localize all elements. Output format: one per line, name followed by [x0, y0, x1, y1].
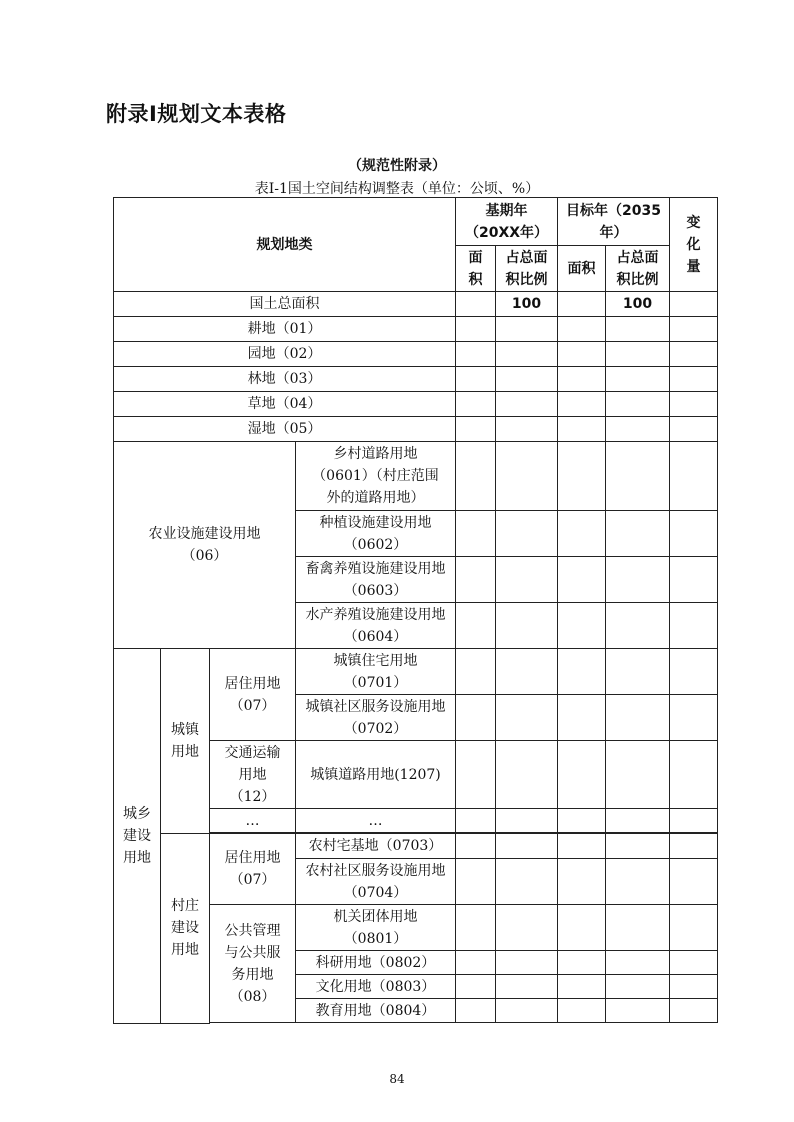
page-title: 附录Ⅰ规划文本表格 — [106, 102, 287, 126]
cell — [496, 809, 558, 833]
cell — [606, 511, 670, 557]
cell — [456, 603, 496, 649]
cell — [670, 859, 718, 905]
cell — [606, 342, 670, 367]
cell — [558, 834, 606, 859]
cell — [558, 442, 606, 511]
cell — [456, 809, 496, 833]
cell — [496, 905, 558, 951]
cell — [606, 417, 670, 442]
row-label: 草地（04） — [114, 392, 456, 417]
cell — [606, 603, 670, 649]
cell — [606, 809, 670, 833]
cell — [606, 834, 670, 859]
ellipsis: … — [296, 809, 456, 833]
village-land-label: 村庄建设用地 — [161, 834, 210, 1024]
row-total-label: 国土总面积 — [114, 292, 456, 317]
town-item: 城镇社区服务设施用地（0702） — [296, 695, 456, 741]
cell — [558, 511, 606, 557]
ag-item: 畜禽养殖设施建设用地（0603） — [296, 557, 456, 603]
ellipsis: … — [210, 809, 296, 833]
cell — [496, 951, 558, 975]
cell — [496, 695, 558, 741]
cell — [558, 951, 606, 975]
appendix-subtitle: （规范性附录） — [348, 158, 446, 174]
cell — [606, 859, 670, 905]
cell — [456, 292, 496, 317]
cell — [670, 603, 718, 649]
cell — [496, 975, 558, 999]
cell — [456, 905, 496, 951]
cell — [496, 649, 558, 695]
page-number: 84 — [389, 1072, 405, 1086]
cell — [606, 557, 670, 603]
cell — [496, 342, 558, 367]
urban-rural-label: 城乡建设用地 — [114, 649, 161, 1024]
cell — [670, 695, 718, 741]
cell — [496, 603, 558, 649]
cell — [496, 417, 558, 442]
cell — [670, 951, 718, 975]
cell — [670, 392, 718, 417]
cell — [558, 292, 606, 317]
total-target-share: 100 — [606, 292, 670, 317]
cell — [456, 392, 496, 417]
cell — [606, 741, 670, 809]
cell — [558, 392, 606, 417]
cell — [670, 975, 718, 999]
cell — [606, 317, 670, 342]
land-structure-table — [113, 197, 718, 1024]
cell — [456, 367, 496, 392]
cell — [456, 342, 496, 367]
cell — [558, 905, 606, 951]
row-label: 耕地（01） — [114, 317, 456, 342]
cell — [456, 834, 496, 859]
cell — [558, 417, 606, 442]
village-item: 机关团体用地（0801） — [296, 905, 456, 951]
cell — [670, 649, 718, 695]
town-land-label: 城镇用地 — [161, 649, 210, 834]
cell — [670, 367, 718, 392]
cell — [496, 442, 558, 511]
cell — [496, 999, 558, 1023]
village-item: 农村社区服务设施用地（0704） — [296, 859, 456, 905]
cell — [496, 317, 558, 342]
cell — [606, 999, 670, 1023]
cell — [670, 999, 718, 1023]
ag-item: 乡村道路用地（0601）（村庄范围外的道路用地） — [296, 442, 456, 511]
cell — [606, 951, 670, 975]
cell — [456, 417, 496, 442]
row-label: 湿地（05） — [114, 417, 456, 442]
cell — [496, 859, 558, 905]
village-item: 教育用地（0804） — [296, 999, 456, 1023]
cell — [670, 905, 718, 951]
cell — [558, 999, 606, 1023]
cell — [456, 741, 496, 809]
header-category: 规划地类 — [114, 198, 456, 292]
cell — [670, 809, 718, 833]
cell — [670, 417, 718, 442]
town-residential-label: 居住用地（07） — [210, 649, 296, 741]
cell — [558, 603, 606, 649]
cell — [558, 557, 606, 603]
header-base-area: 面积 — [456, 246, 496, 292]
row-label: 林地（03） — [114, 367, 456, 392]
cell — [456, 557, 496, 603]
village-residential-label: 居住用地（07） — [210, 834, 296, 905]
row-label: 园地（02） — [114, 342, 456, 367]
header-target-share: 占总面积比例 — [606, 246, 670, 292]
header-target-area: 面积 — [558, 246, 606, 292]
cell — [670, 557, 718, 603]
cell — [670, 292, 718, 317]
cell — [558, 809, 606, 833]
cell — [606, 905, 670, 951]
cell — [670, 511, 718, 557]
cell — [456, 999, 496, 1023]
cell — [456, 695, 496, 741]
total-base-share: 100 — [496, 292, 558, 317]
cell — [558, 975, 606, 999]
town-item: 城镇住宅用地（0701） — [296, 649, 456, 695]
cell — [558, 859, 606, 905]
cell — [456, 442, 496, 511]
village-public-label: 公共管理与公共服务用地（08） — [210, 905, 296, 1023]
cell — [496, 367, 558, 392]
town-item: 城镇道路用地(1207) — [296, 741, 456, 809]
cell — [456, 975, 496, 999]
cell — [496, 557, 558, 603]
cell — [456, 649, 496, 695]
cell — [558, 317, 606, 342]
cell — [670, 741, 718, 809]
village-item: 文化用地（0803） — [296, 975, 456, 999]
cell — [606, 442, 670, 511]
header-target-year: 目标年（2035年） — [558, 198, 670, 246]
village-item: 农村宅基地（0703） — [296, 834, 456, 859]
ag-category-label: 农业设施建设用地（06） — [114, 442, 296, 649]
cell — [606, 975, 670, 999]
cell — [670, 442, 718, 511]
cell — [558, 695, 606, 741]
cell — [496, 741, 558, 809]
village-item: 科研用地（0802） — [296, 951, 456, 975]
cell — [456, 511, 496, 557]
cell — [558, 649, 606, 695]
cell — [606, 367, 670, 392]
cell — [670, 834, 718, 859]
header-base-share: 占总面积比例 — [496, 246, 558, 292]
cell — [496, 392, 558, 417]
cell — [456, 317, 496, 342]
header-base-year: 基期年（20XX年） — [456, 198, 558, 246]
ag-item: 种植设施建设用地（0602） — [296, 511, 456, 557]
cell — [496, 511, 558, 557]
cell — [558, 342, 606, 367]
spacer — [210, 1023, 670, 1024]
table-caption: 表Ⅰ-1国土空间结构调整表（单位：公顷、%） — [254, 181, 540, 197]
cell — [558, 741, 606, 809]
cell — [670, 317, 718, 342]
ag-item: 水产养殖设施建设用地（0604） — [296, 603, 456, 649]
header-change: 变化量 — [670, 198, 718, 292]
cell — [558, 367, 606, 392]
cell — [670, 342, 718, 367]
cell — [606, 695, 670, 741]
cell — [606, 392, 670, 417]
cell — [496, 834, 558, 859]
cell — [456, 951, 496, 975]
cell — [606, 649, 670, 695]
town-transport-label: 交通运输用地（12） — [210, 741, 296, 809]
cell — [456, 859, 496, 905]
